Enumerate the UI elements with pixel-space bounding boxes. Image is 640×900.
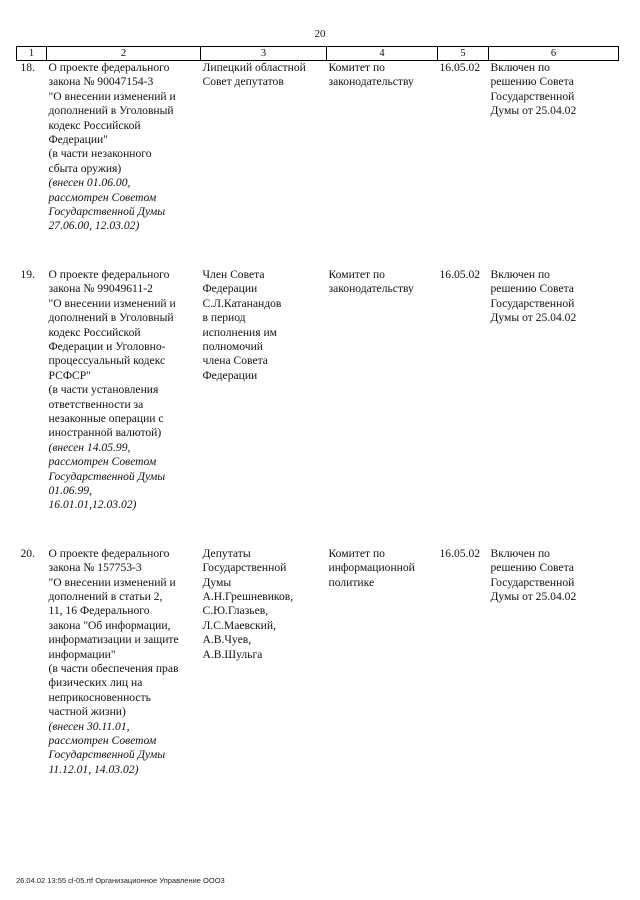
bill-note-line: (внесен 30.11.01,	[48, 719, 130, 733]
decision-line: Включен по	[490, 61, 550, 74]
bill-author	[201, 513, 327, 778]
bill-author	[201, 61, 327, 234]
bill-title-line: кодекс Российской	[48, 118, 141, 132]
bill-title-line: (в части установления	[48, 383, 159, 397]
page-number: 20	[314, 28, 326, 40]
row-number: 19.	[20, 267, 35, 281]
decision-line: Думы от 25.04.02	[490, 104, 577, 118]
decision-line: Включен по	[490, 267, 550, 281]
bill-title-line: дополнений в статьи 2,	[48, 590, 163, 603]
bill-note-line: 27.06.00, 12.03.02)	[48, 219, 140, 233]
council-decision	[489, 513, 619, 778]
bill-author-line: члена Совета	[202, 354, 268, 368]
bill-title-line: иностранной валютой)	[48, 426, 162, 440]
bill-title-line: "О внесении изменений и	[48, 296, 176, 310]
bill-author-line: исполнения им	[202, 325, 278, 339]
bill-note-line: 01.06.99,	[48, 483, 92, 497]
decision-line: решению Совета	[490, 75, 574, 89]
decision-line: Думы от 25.04.02	[490, 311, 577, 325]
council-decision	[489, 234, 619, 513]
bill-title-line: Федерации и Уголовно-	[48, 339, 166, 353]
bill-title-line: (в части обеспечения прав	[48, 662, 179, 676]
bill-title-line: "О внесении изменений и	[48, 575, 176, 589]
bill-author-line: А.Н.Грешневиков,	[202, 590, 294, 603]
bill-note-line: 11.12.01, 14.03.02)	[48, 762, 139, 776]
bill-note-line: 16.01.01,12.03.02)	[48, 498, 137, 512]
bills-table	[16, 46, 619, 777]
bill-title-line: незаконные операции с	[48, 411, 164, 425]
bill-title-line: кодекс Российской	[48, 325, 141, 339]
committee-line: Комитет по	[328, 546, 385, 560]
decision-line: Государственной	[490, 89, 575, 103]
bill-author-line: С.Ю.Глазьев,	[202, 604, 269, 618]
bill-title-line: сбыта оружия)	[48, 161, 122, 175]
bill-author-line: А.В.Чуев,	[202, 633, 252, 647]
responsible-committee	[327, 513, 438, 778]
bill-note-line: Государственной Думы	[48, 205, 166, 219]
bill-title-line: дополнений в Уголовный	[48, 311, 174, 325]
bill-title-line: процессуальный кодекс	[48, 354, 166, 368]
committee-line: политике	[328, 575, 375, 589]
bill-author-line: С.Л.Катанандов	[202, 296, 282, 310]
column-number: 2	[47, 47, 201, 61]
bill-author-line: А.В.Шульга	[202, 647, 263, 661]
bill-title-line: информации"	[48, 647, 116, 661]
bill-author-line: Член Совета	[202, 267, 265, 281]
bill-note-line: (внесен 01.06.00,	[48, 176, 131, 190]
bill-title-line: 11, 16 Федерального	[48, 604, 150, 618]
bill-title-line: РСФСР"	[48, 368, 91, 382]
bill-title-line: частной жизни)	[48, 705, 126, 719]
decision-line: решению Совета	[490, 282, 574, 296]
bill-note-line: рассмотрен Советом	[48, 455, 157, 469]
column-number: 5	[438, 47, 489, 61]
review-date: 16.05.02	[439, 61, 481, 74]
bill-author	[201, 234, 327, 513]
bill-author-line: Федерации	[202, 368, 258, 382]
committee-line: законодательству	[328, 75, 414, 89]
decision-line: Государственной	[490, 296, 575, 310]
bill-author-line: Л.С.Маевский,	[202, 618, 276, 632]
responsible-committee	[327, 61, 438, 234]
bill-author-line: Липецкий областной	[202, 61, 306, 74]
bill-title-line: О проекте федерального	[48, 61, 170, 74]
table-row	[17, 234, 619, 513]
bill-title-line: закона № 90047154-3	[48, 75, 154, 89]
bill-author-line: Совет депутатов	[202, 75, 284, 89]
decision-line: Государственной	[490, 575, 575, 589]
column-number: 1	[17, 47, 47, 61]
bill-title	[47, 234, 201, 513]
bill-title-line: физических лиц на	[48, 676, 143, 690]
bill-note-line: Государственной Думы	[48, 469, 166, 483]
bill-title-line: неприкосновенность	[48, 690, 151, 704]
bill-title-line: дополнений в Уголовный	[48, 104, 174, 118]
column-number-header	[17, 47, 619, 61]
bill-note-line: (внесен 14.05.99,	[48, 440, 131, 454]
bill-author-line: Думы	[202, 575, 232, 589]
review-date: 16.05.02	[439, 546, 481, 560]
bill-author-line: Федерации	[202, 282, 258, 296]
bill-author-line: в период	[202, 311, 246, 325]
bill-author-line: Депутаты	[202, 546, 251, 560]
bill-title	[47, 513, 201, 778]
committee-line: Комитет по	[328, 267, 385, 281]
committee-line: Комитет по	[328, 61, 385, 74]
decision-line: решению Совета	[490, 561, 574, 575]
row-number: 20.	[20, 546, 35, 560]
table-row	[17, 61, 619, 234]
decision-line: Включен по	[490, 546, 550, 560]
row-number: 18.	[20, 61, 35, 74]
bill-note-line: Государственной Думы	[48, 748, 166, 762]
bill-title-line: закона "Об информации,	[48, 618, 171, 632]
decision-line: Думы от 25.04.02	[490, 590, 577, 603]
council-decision	[489, 61, 619, 234]
responsible-committee	[327, 234, 438, 513]
bill-title-line: "О внесении изменений и	[48, 89, 176, 103]
bill-note-line: рассмотрен Советом	[48, 190, 157, 204]
bill-title-line: О проекте федерального	[48, 267, 170, 281]
bill-author-line: полномочий	[202, 339, 263, 353]
bill-title	[47, 61, 201, 234]
bill-author-line: Государственной	[202, 561, 287, 575]
bill-title-line: закона № 157753-3	[48, 561, 142, 575]
bill-title-line: информатизации и защите	[48, 633, 179, 647]
bill-note-line: рассмотрен Советом	[48, 734, 157, 748]
column-number: 6	[489, 47, 619, 61]
committee-line: информационной	[328, 561, 415, 575]
review-date: 16.05.02	[439, 267, 481, 281]
table-row	[17, 513, 619, 778]
committee-line: законодательству	[328, 282, 414, 296]
bill-title-line: О проекте федерального	[48, 546, 170, 560]
bill-title-line: ответственности за	[48, 397, 144, 411]
column-number: 3	[201, 47, 327, 61]
print-footer: 26.04.02 13:55 cl-05.rtf Организационное Управление ООО3	[16, 876, 225, 885]
bill-title-line: Федерации"	[48, 133, 108, 147]
bill-title-line: (в части незаконного	[48, 147, 152, 161]
column-number: 4	[327, 47, 438, 61]
bill-title-line: закона № 99049611-2	[48, 282, 153, 296]
